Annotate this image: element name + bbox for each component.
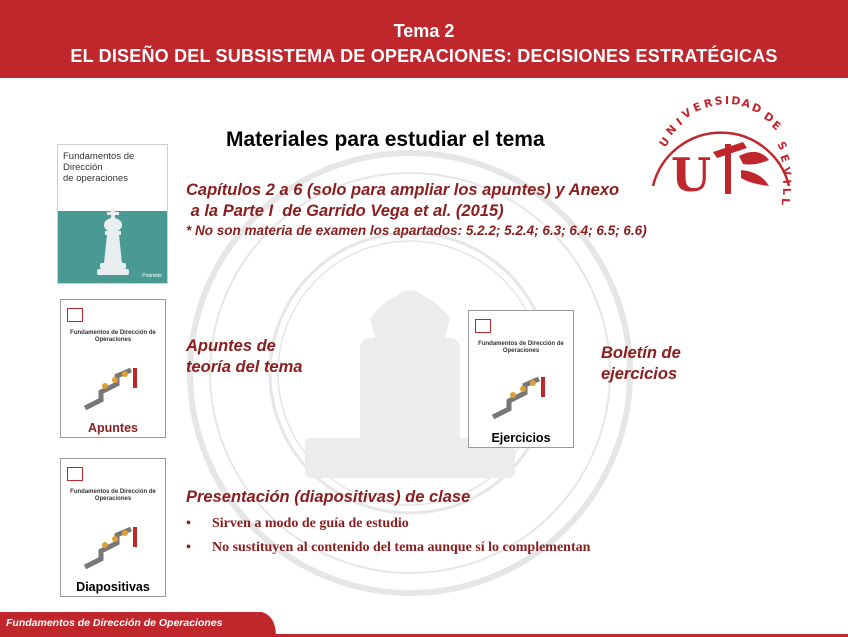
apuntes-description: Apuntes de teoría del tema xyxy=(186,337,303,376)
staircase-growth-icon xyxy=(81,362,145,412)
slide-header xyxy=(0,0,848,78)
apuntes-document-thumbnail[interactable] xyxy=(60,299,166,438)
svg-text:D: D xyxy=(749,100,764,117)
svg-text:V: V xyxy=(779,165,794,177)
mini-logo-icon xyxy=(67,308,83,322)
materials-heading: Materiales para estudiar el tema xyxy=(226,128,545,151)
list-item: • No sustituyen al contenido del tema aunque sí lo complementan xyxy=(186,540,591,555)
ejercicios-description: Boletín de ejercicios xyxy=(601,344,681,383)
presentation-title: Presentación (diapositivas) de clase xyxy=(186,488,471,506)
chess-king-icon xyxy=(93,207,133,277)
svg-text:D: D xyxy=(761,109,777,126)
mini-logo-icon xyxy=(475,319,491,333)
svg-text:N: N xyxy=(663,122,680,139)
svg-text:E: E xyxy=(691,99,704,115)
list-item: • Sirven a modo de guía de estudio xyxy=(186,516,409,531)
university-logo xyxy=(643,86,799,212)
svg-text:R: R xyxy=(702,96,714,111)
book-reference: Capítulos 2 a 6 (solo para ampliar los apuntes) y Anexo a la Parte I de Garrido Vega et al. (2015) xyxy=(186,181,620,220)
thumb-title: Fundamentos de Dirección de Operaciones xyxy=(70,489,156,502)
presentation-bullets xyxy=(186,516,590,564)
ejercicios-document-thumbnail[interactable] xyxy=(468,310,574,448)
diapositivas-thumb-label: Diapositivas xyxy=(76,580,150,594)
thumb-title: Fundamentos de Dirección de Operaciones xyxy=(70,330,156,343)
svg-text:E: E xyxy=(777,152,792,165)
book-publisher: Pirámide xyxy=(142,273,162,279)
book-title: Fundamentos de Dirección de operaciones xyxy=(63,151,135,184)
diapositivas-document-thumbnail[interactable] xyxy=(60,458,166,597)
exam-note: * No son materia de examen los apartados: 5.2.2; 5.2.4; 6.3; 6.4; 6.5; 6.6) xyxy=(186,223,647,238)
ejercicios-thumb-label: Ejercicios xyxy=(491,431,551,445)
svg-text:L: L xyxy=(780,187,794,196)
svg-text:V: V xyxy=(679,106,694,122)
footer-text: Fundamentos de Dirección de Operaciones xyxy=(6,617,223,629)
svg-text:I: I xyxy=(780,178,794,185)
slide-subtitle: EL DISEÑO DEL SUBSISTEMA DE OPERACIONES: DECISIONES ESTRATÉGICAS xyxy=(70,46,778,66)
svg-text:D: D xyxy=(730,94,742,108)
svg-text:U: U xyxy=(671,148,712,202)
svg-text:S: S xyxy=(774,139,790,153)
svg-text:I: I xyxy=(673,115,686,129)
mini-logo-icon xyxy=(67,467,83,481)
book-cover xyxy=(58,145,167,283)
svg-text:I: I xyxy=(725,94,730,107)
svg-text:E: E xyxy=(769,118,784,134)
apuntes-thumb-label: Apuntes xyxy=(88,421,138,435)
svg-text:U: U xyxy=(656,134,673,150)
staircase-growth-icon xyxy=(81,521,145,571)
thumb-title: Fundamentos de Dirección de Operaciones xyxy=(478,341,564,354)
svg-text:L: L xyxy=(778,197,792,206)
svg-text:A: A xyxy=(740,96,752,111)
slide-title: Tema 2 xyxy=(393,21,455,41)
staircase-growth-icon xyxy=(489,371,553,421)
svg-text:S: S xyxy=(713,94,724,108)
